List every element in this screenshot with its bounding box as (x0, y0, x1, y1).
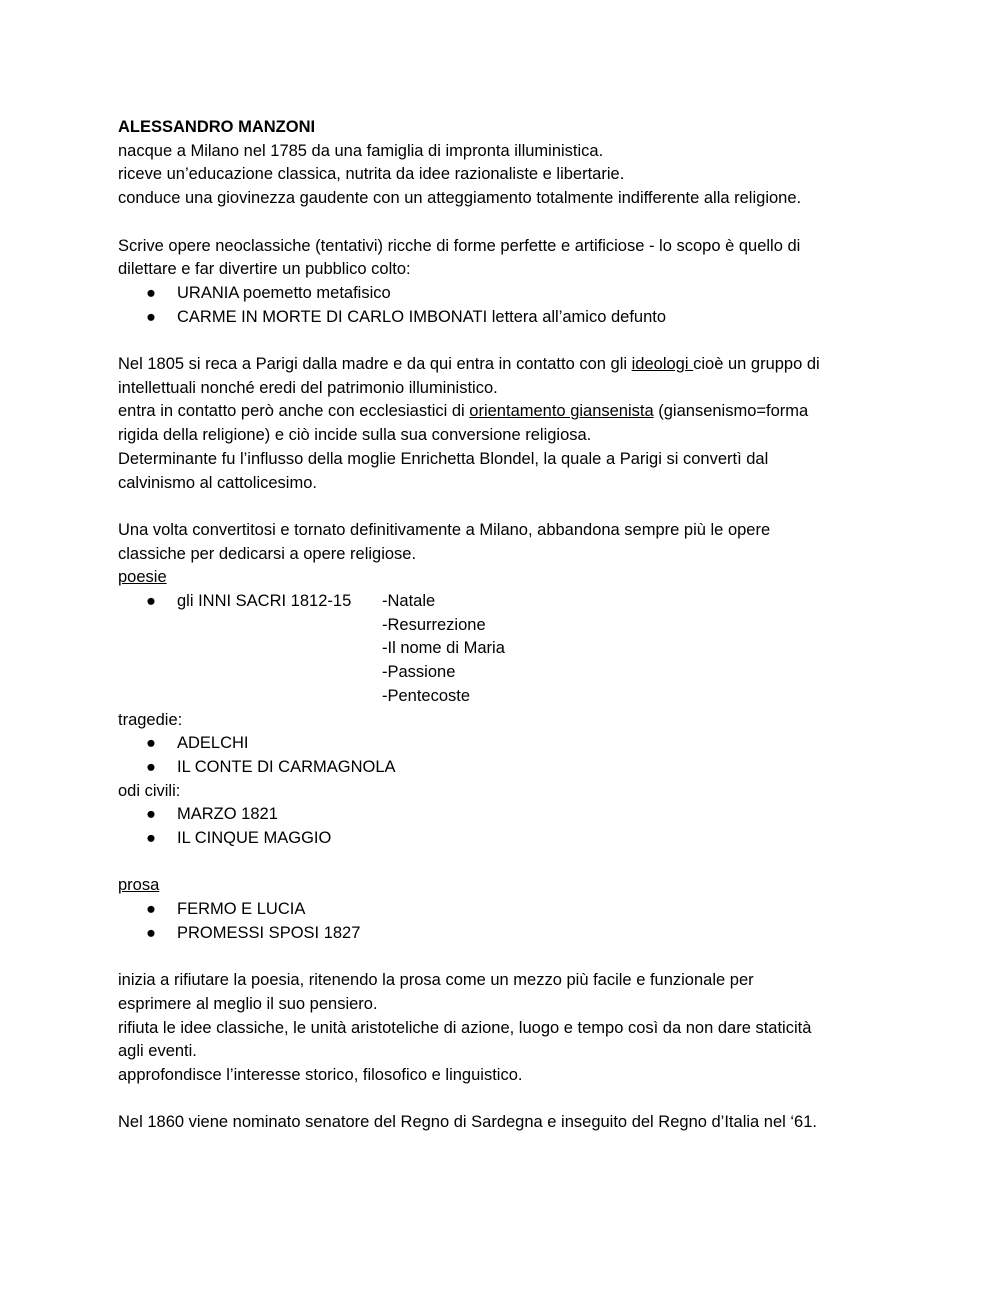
blank-line (118, 1088, 898, 1112)
paris-line (118, 400, 898, 424)
bullet-icon: ● (146, 900, 156, 919)
tragedie-heading: tragedie: (118, 710, 183, 729)
conversion-line: Una volta convertitosi e tornato definitivamente a Milano, abbandona sempre più le opere (118, 520, 771, 539)
paris-line: rigida della religione) e ciò incide sulla sua conversione religiosa. (118, 426, 592, 445)
intro-line: riceve un’educazione classica, nutrita da idee razionaliste e libertarie. (118, 165, 625, 184)
bullet-icon: ● (146, 283, 156, 302)
paris-text: cioè un gruppo di (693, 355, 820, 373)
senator-line: Nel 1860 viene nominato senatore del Regno di Sardegna e inseguito del Regno d’Italia nel ‘61. (118, 1113, 817, 1132)
paris-line (118, 353, 898, 377)
list-item-label: IL CONTE DI CARMAGNOLA (177, 757, 396, 776)
inni-item: -Passione (382, 663, 456, 682)
inni-item: -Il nome di Maria (382, 639, 505, 658)
list-item (118, 922, 898, 946)
prosa-heading: prosa (118, 876, 160, 895)
ideologi-link[interactable]: ideologi (631, 355, 694, 373)
paris-line: calvinismo al cattolicesimo. (118, 473, 317, 492)
paris-text: entra in contatto però anche con ecclesiastici di (118, 402, 470, 421)
poesie-heading: poesie (118, 568, 167, 587)
blank-line (118, 211, 898, 235)
list-item (118, 732, 898, 756)
paris-line: Determinante fu l’influsso della moglie Enrichetta Blondel, la quale a Parigi si convertì dal (118, 449, 769, 468)
blank-line (118, 329, 898, 353)
neoclassic-text: dilettare e far divertire un pubblico colto: (118, 260, 411, 279)
list-item (118, 827, 898, 851)
giansenista-link[interactable]: orientamento giansenista (469, 402, 654, 421)
inni-sacri-label: gli INNI SACRI 1812-15 (177, 592, 352, 611)
intro-line: nacque a Milano nel 1785 da una famiglia di impronta illuministica. (118, 141, 604, 160)
conversion-line: classiche per dedicarsi a opere religiose. (118, 544, 417, 563)
list-item-label: FERMO E LUCIA (177, 900, 306, 919)
list-item (118, 282, 898, 306)
bullet-icon: ● (146, 805, 156, 824)
list-item-label: ADELCHI (177, 734, 249, 753)
list-item-label: IL CINQUE MAGGIO (177, 829, 332, 848)
bullet-icon: ● (146, 734, 156, 753)
later-line: rifiuta le idee classiche, le unità aristoteliche di azione, luogo e tempo così da non dare staticità (118, 1018, 812, 1037)
list-item (118, 898, 898, 922)
inni-item: -Natale (382, 592, 436, 611)
bullet-icon: ● (146, 592, 156, 611)
inni-item: -Resurrezione (382, 615, 486, 634)
later-line: esprimere al meglio il suo pensiero. (118, 994, 378, 1013)
intro-line: conduce una giovinezza gaudente con un atteggiamento totalmente indifferente alla religione. (118, 189, 802, 208)
list-item (118, 756, 898, 780)
odi-heading: odi civili: (118, 781, 181, 800)
document-title: ALESSANDRO MANZONI (118, 118, 316, 136)
list-item-label: MARZO 1821 (177, 805, 278, 824)
list-item (118, 803, 898, 827)
inni-item: -Pentecoste (382, 686, 471, 705)
list-item (118, 306, 898, 330)
blank-line (118, 946, 898, 970)
blank-line (118, 495, 898, 519)
paris-text: (giansenismo=forma (653, 402, 809, 421)
document-page (118, 116, 898, 1135)
bullet-icon: ● (146, 829, 156, 848)
bullet-icon: ● (146, 307, 156, 326)
later-line: agli eventi. (118, 1042, 197, 1061)
bullet-icon: ● (146, 923, 156, 942)
list-item-label: URANIA poemetto metafisico (177, 283, 391, 302)
bullet-icon: ● (146, 757, 156, 776)
paris-line: intellettuali nonché eredi del patrimonio illuministico. (118, 378, 498, 397)
blank-line (118, 851, 898, 875)
later-line: approfondisce l’interesse storico, filosofico e linguistico. (118, 1066, 523, 1085)
list-item-label: PROMESSI SPOSI 1827 (177, 923, 361, 942)
paris-text: Nel 1805 si reca a Parigi dalla madre e da qui entra in contatto con gli (118, 355, 632, 373)
neoclassic-text: Scrive opere neoclassiche (tentativi) ricche di forme perfette e artificiose - lo scopo è quello di (118, 236, 801, 255)
list-item-label: CARME IN MORTE DI CARLO IMBONATI lettera all’amico defunto (177, 307, 667, 326)
later-line: inizia a rifiutare la poesia, ritenendo la prosa come un mezzo più facile e funzionale per (118, 971, 754, 990)
list-item (118, 590, 898, 614)
